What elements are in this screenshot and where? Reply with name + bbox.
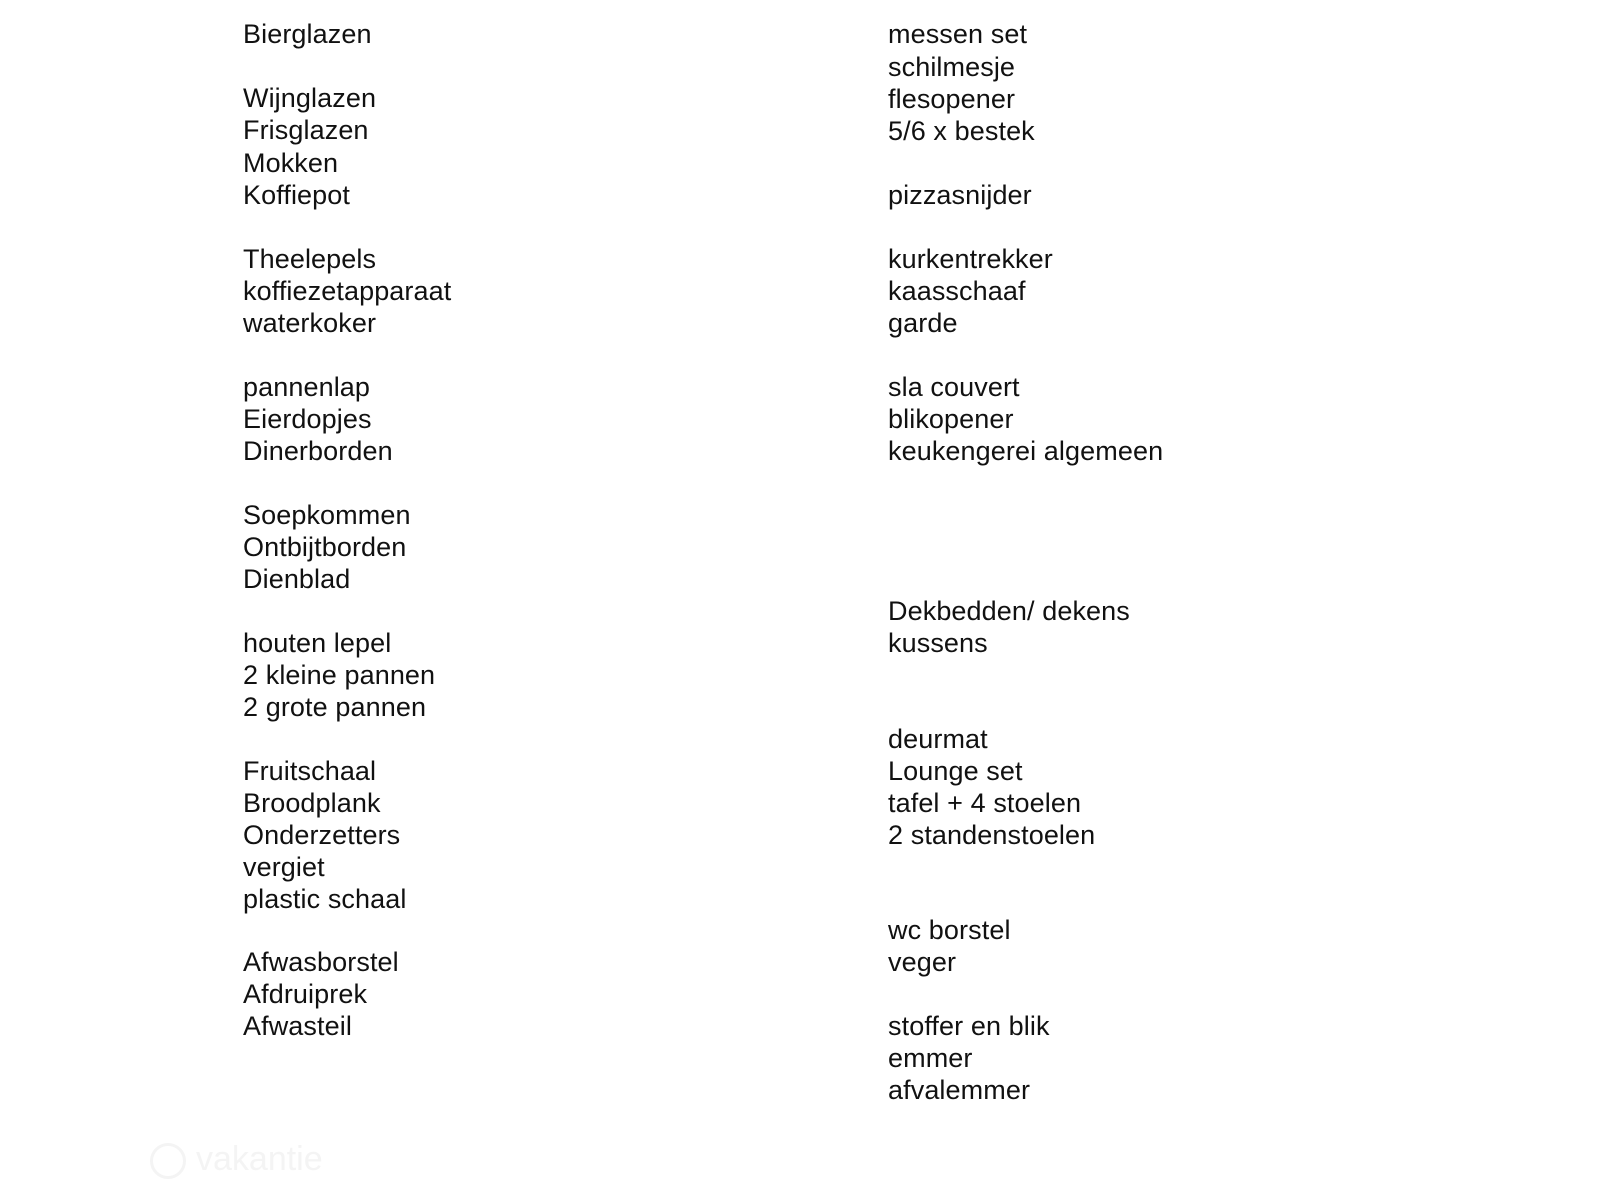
right-list-item: Dekbedden/ dekens [888, 596, 1130, 626]
left-list-item: Afwasteil [243, 1011, 352, 1041]
right-list-item: kaasschaaf [888, 276, 1026, 306]
right-list-item: afvalemmer [888, 1075, 1031, 1105]
right-list-item: 5/6 x bestek [888, 116, 1035, 146]
right-list-item: messen set [888, 19, 1028, 49]
left-list-item: Wijnglazen [243, 83, 377, 113]
watermark [150, 1140, 323, 1179]
right-list-item: blikopener [888, 404, 1014, 434]
left-list-item: Fruitschaal [243, 756, 377, 786]
left-list-item: Dinerborden [243, 436, 393, 466]
right-list-item: schilmesje [888, 52, 1016, 82]
watermark-logo-icon [150, 1143, 186, 1179]
right-list-item: flesopener [888, 84, 1016, 114]
left-list-item: Ontbijtborden [243, 532, 407, 562]
left-list-item: Broodplank [243, 788, 381, 818]
watermark-text: vakantie [196, 1140, 323, 1178]
left-list-item: Mokken [243, 148, 339, 178]
left-list-item: Theelepels [243, 244, 377, 274]
right-list-item: deurmat [888, 724, 988, 754]
right-list-item: sla couvert [888, 372, 1020, 402]
left-list-item: Dienblad [243, 564, 351, 594]
left-list-item: Koffiepot [243, 180, 350, 210]
left-list-item: Soepkommen [243, 500, 411, 530]
right-list-item: garde [888, 308, 958, 338]
right-list-item: kussens [888, 628, 988, 658]
left-list-item: Bierglazen [243, 19, 372, 49]
left-list-item: 2 grote pannen [243, 692, 427, 722]
right-list-item: Lounge set [888, 756, 1023, 786]
right-list-item: tafel + 4 stoelen [888, 788, 1082, 818]
left-list-item: plastic schaal [243, 884, 407, 914]
left-list-item: waterkoker [243, 308, 377, 338]
right-list-item: 2 standenstoelen [888, 820, 1096, 850]
right-list-item: keukengerei algemeen [888, 436, 1164, 466]
right-list-item: kurkentrekker [888, 244, 1053, 274]
left-list-item: Eierdopjes [243, 404, 372, 434]
left-list-item: Afdruiprek [243, 979, 368, 1009]
right-list-item: wc borstel [888, 915, 1011, 945]
right-list-item: pizzasnijder [888, 180, 1032, 210]
left-list-item: pannenlap [243, 372, 371, 402]
left-list-item: koffiezetapparaat [243, 276, 452, 306]
right-list-item: emmer [888, 1043, 973, 1073]
left-list-item: houten lepel [243, 628, 392, 658]
left-list-item: Frisglazen [243, 115, 369, 145]
left-list-item: vergiet [243, 852, 325, 882]
left-list-item: Afwasborstel [243, 947, 399, 977]
left-list-item: Onderzetters [243, 820, 401, 850]
right-list-item: stoffer en blik [888, 1011, 1050, 1041]
left-list-item: 2 kleine pannen [243, 660, 436, 690]
right-list-item: veger [888, 947, 957, 977]
